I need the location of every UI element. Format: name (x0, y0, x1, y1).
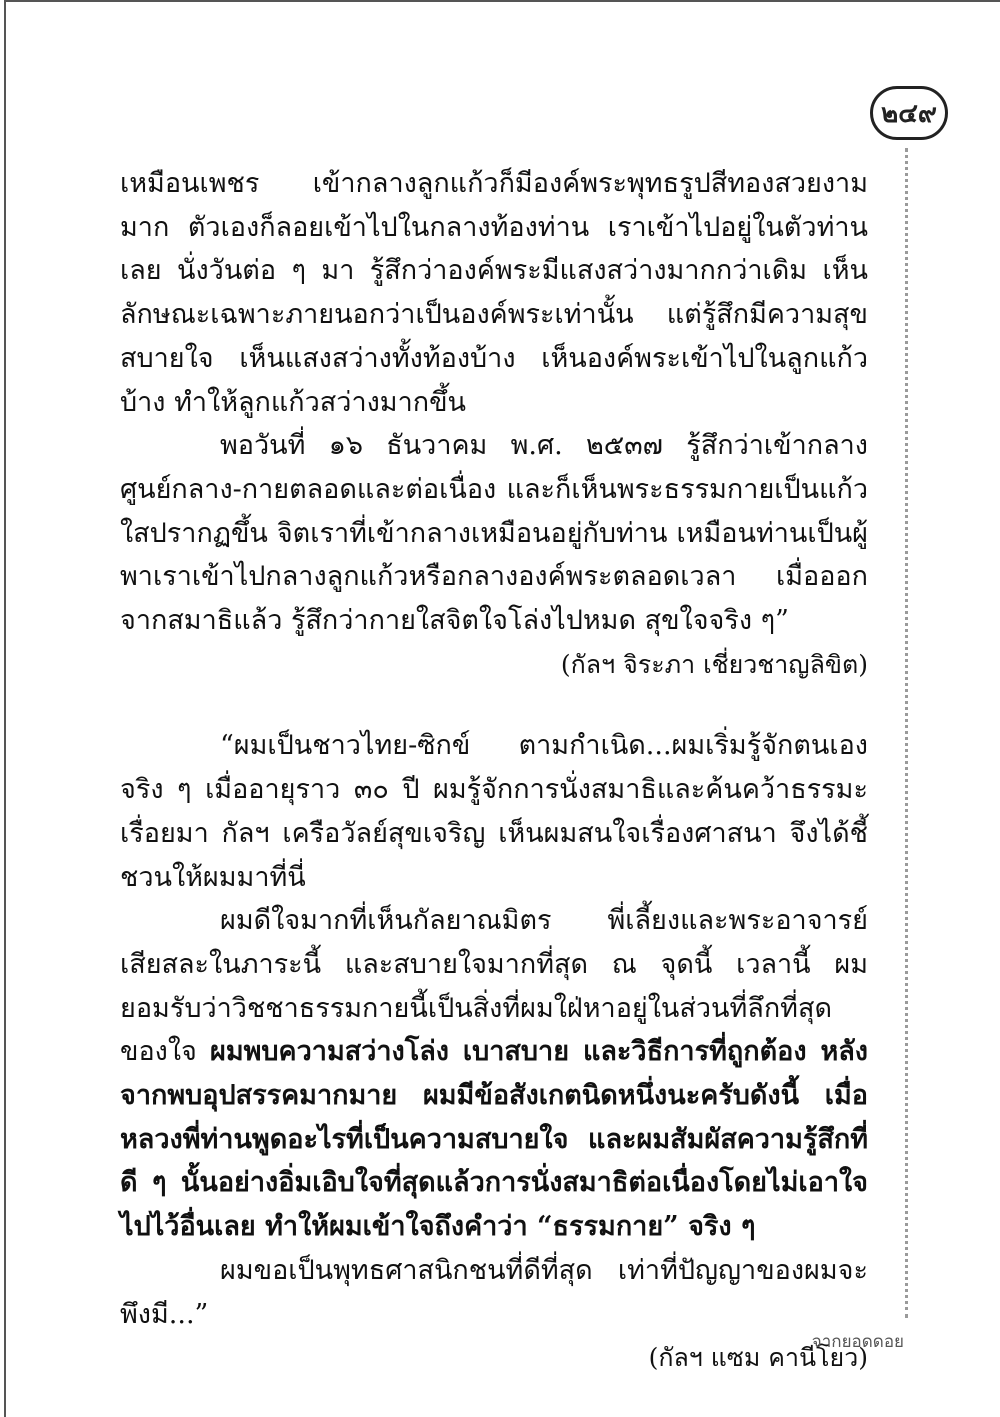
page-body (120, 162, 868, 1380)
paragraph-gratitude-bold: ผมพบความสว่างโล่ง เบาสบาย และวิธีการที่ถูกต้อง หลังจากพบอุปสรรคมากมาย ผมมีข้อสังเกตนิดหนึ่งนะครับดังนี้ เมื่อหลวงพี่ท่านพูดอะไรที่เป็นความสบายใจ และผมสัมผัสความรู้สึกที่ดี ๆ นั้นอย่างอิ่มเอิบใจที่สุดแล้วการนั่งสมาธิต่อเนื่องโดยไม่เอาใจไปไว้อื่นเลย ทำให้ผมเข้าใจถึงคำว่า “ธรรมกาย” จริง ๆ (120, 1036, 868, 1243)
section-gap (120, 686, 868, 724)
paragraph-december-experience: พอวันที่ ๑๖ ธันวาคม พ.ศ. ๒๕๓๗ รู้สึกว่าเข้ากลางศูนย์กลาง-กายตลอดและต่อเนื่อง และก็เห็นพระธรรมกายเป็นแก้วใสปรากฏขึ้น จิตเราที่เข้ากลางเหมือนอยู่กับท่าน เหมือนท่านเป็นผู้พาเราเข้าไปกลางลูกแก้วหรือกลางองค์พระตลอดเวลา เมื่อออกจากสมาธิแล้ว รู้สึกว่ากายใสจิตใจโล่งไปหมด สุขใจจริง ๆ” (120, 430, 868, 637)
margin-dotted-rule (905, 148, 908, 1318)
attribution-second: (กัลฯ แซม คานีโยว) (648, 1343, 868, 1373)
paragraph-continued: เหมือนเพชร เข้ากลางลูกแก้วก็มีองค์พระพุทธรูปสีทองสวยงามมาก ตัวเองก็ลอยเข้าไปในกลางท้องท่าน เราเข้าไปอยู่ในตัวท่านเลย นั่งวันต่อ ๆ มา รู้สึกว่าองค์พระมีแสงสว่างมากกว่าเดิม เห็นลักษณะเฉพาะภายนอกว่าเป็นองค์พระเท่านั้น แต่รู้สึกมีความสุขสบายใจ เห็นแสงสว่างทั้งท้องบ้าง เห็นองค์พระเข้าไปในลูกแก้วบ้าง ทำให้ลูกแก้วสว่างมากขึ้น (120, 168, 868, 418)
paragraph-gratitude (120, 899, 868, 1249)
page-number-badge (870, 86, 948, 140)
attribution-first: (กัลฯ จิระภา เชี่ยวชาญลิขิต) (560, 649, 868, 679)
page-border-left (4, 0, 6, 1417)
paragraph-closing: ผมขอเป็นพุทธศาสนิกชนที่ดีที่สุด เท่าที่ปัญญาของผมจะพึงมี...” (120, 1254, 868, 1330)
page-number: ๒๔๙ (881, 98, 937, 129)
footer-book-title: จากยอดดอย (811, 1332, 904, 1352)
paragraph-thai-sikh-intro: “ผมเป็นชาวไทย-ซิกข์ ตามกำเนิด...ผมเริ่มรู้จักตนเองจริง ๆ เมื่ออายุราว ๓๐ ปี ผมรู้จักการนั่งสมาธิและค้นคว้าธรรมะเรื่อยมา กัลฯ เครือวัลย์สุขเจริญ เห็นผมสนใจเรื่องศาสนา จึงได้ชี้ชวนให้ผมมาที่นี่ (120, 730, 868, 893)
paragraph-gratitude-regular: ผมดีใจมากที่เห็นกัลยาณมิตร พี่เลี้ยงและพระอาจารย์ เสียสละในภาระนี้ และสบายใจมากที่สุด ณ จุดนี้ เวลานี้ ผมยอมรับว่าวิชชาธรรมกายนี้เป็นสิ่งที่ผมใฝ่หาอยู่ในส่วนที่ลึกที่สุดของใจ (120, 905, 868, 1068)
page-border-top (4, 0, 1000, 2)
